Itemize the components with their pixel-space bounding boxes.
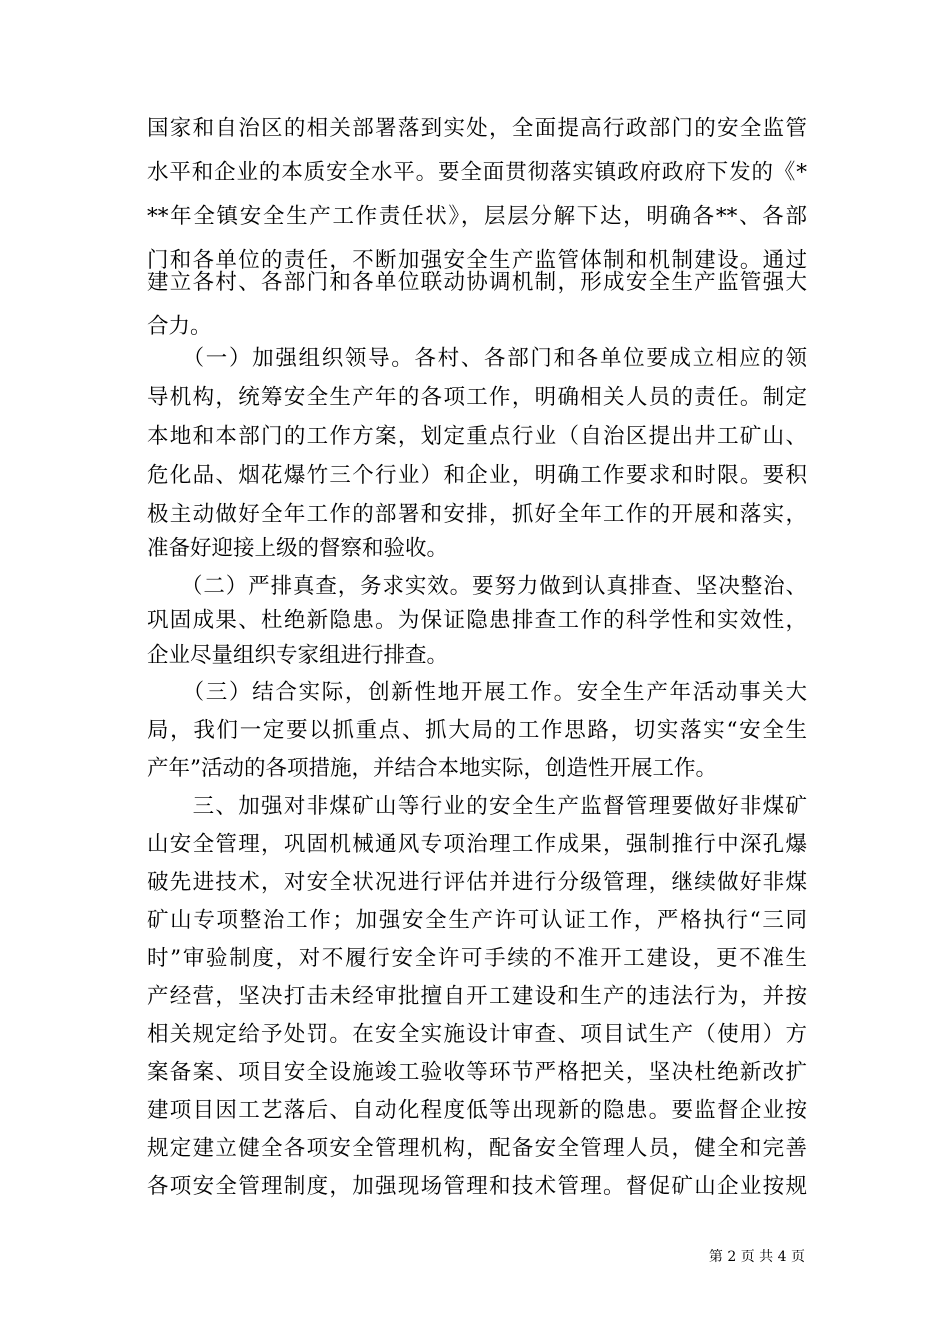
text-line: 相关规定给予处罚。在安全实施设计审查、项目试生产（使用）方 [147, 1022, 807, 1047]
text-line: 水平和企业的本质安全水平。要全面贯彻落实镇政府政府下发的《* [147, 160, 807, 185]
text-line: 局，我们一定要以抓重点、抓大局的工作思路，切实落实“安全生 [147, 718, 807, 743]
text-line: 本地和本部门的工作方案，划定重点行业（自治区提出井工矿山、 [147, 424, 807, 449]
text-line: 案备案、项目安全设施竣工验收等环节严格把关，坚决杜绝新改扩 [147, 1060, 807, 1085]
text-line: 三、加强对非煤矿山等行业的安全生产监督管理要做好非煤矿 [147, 794, 807, 819]
text-line: 各项安全管理制度，加强现场管理和技术管理。督促矿山企业按规 [147, 1174, 807, 1199]
text-line: 破先进技术，对安全状况进行评估并进行分级管理，继续做好非煤 [147, 870, 807, 895]
text-line: （二）严排真查，务求实效。要努力做到认真排查、坚决整治、 [147, 574, 807, 599]
text-line: 时”审验制度，对不履行安全许可手续的不准开工建设，更不准生 [147, 946, 807, 971]
text-line: （三）结合实际，创新性地开展工作。安全生产年活动事关大 [147, 680, 807, 705]
page-number: 第 2 页 共 4 页 [708, 1249, 805, 1265]
text-line: 危化品、烟花爆竹三个行业）和企业，明确工作要求和时限。要积 [147, 463, 807, 488]
text-line: 矿山专项整治工作；加强安全生产许可认证工作，严格执行“三同 [147, 908, 807, 933]
text-line: 产年”活动的各项措施，并结合本地实际，创造性开展工作。 [147, 756, 717, 781]
text-line: 产经营，坚决打击未经审批擅自开工建设和生产的违法行为，并按 [147, 984, 807, 1009]
text-line: 极主动做好全年工作的部署和安排，抓好全年工作的开展和落实， [147, 502, 807, 527]
text-line: 山安全管理，巩固机械通风专项治理工作成果，强制推行中深孔爆 [147, 832, 807, 857]
text-line: （一）加强组织领导。各村、各部门和各单位要成立相应的领 [147, 346, 807, 371]
text-line: 合力。 [147, 314, 212, 339]
text-line: 准备好迎接上级的督察和验收。 [147, 536, 449, 561]
text-line: 国家和自治区的相关部署落到实处，全面提高行政部门的安全监管 [147, 116, 807, 141]
text-line: **年全镇安全生产工作责任状》，层层分解下达，明确各**、各部 [147, 204, 807, 229]
text-line: 建立各村、各部门和各单位联动协调机制，形成安全生产监管强大 [147, 270, 807, 295]
text-line: 导机构，统筹安全生产年的各项工作，明确相关人员的责任。制定 [147, 385, 807, 410]
text-line: 规定建立健全各项安全管理机构，配备安全管理人员，健全和完善 [147, 1136, 807, 1161]
text-line: 门和各单位的责任，不断加强安全生产监管体制和机制建设。通过 [147, 248, 807, 273]
text-line: 巩固成果、杜绝新隐患。为保证隐患排查工作的科学性和实效性， [147, 608, 807, 633]
text-line: 建项目因工艺落后、自动化程度低等出现新的隐患。要监督企业按 [147, 1098, 807, 1123]
text-line: 企业尽量组织专家组进行排查。 [147, 643, 449, 668]
